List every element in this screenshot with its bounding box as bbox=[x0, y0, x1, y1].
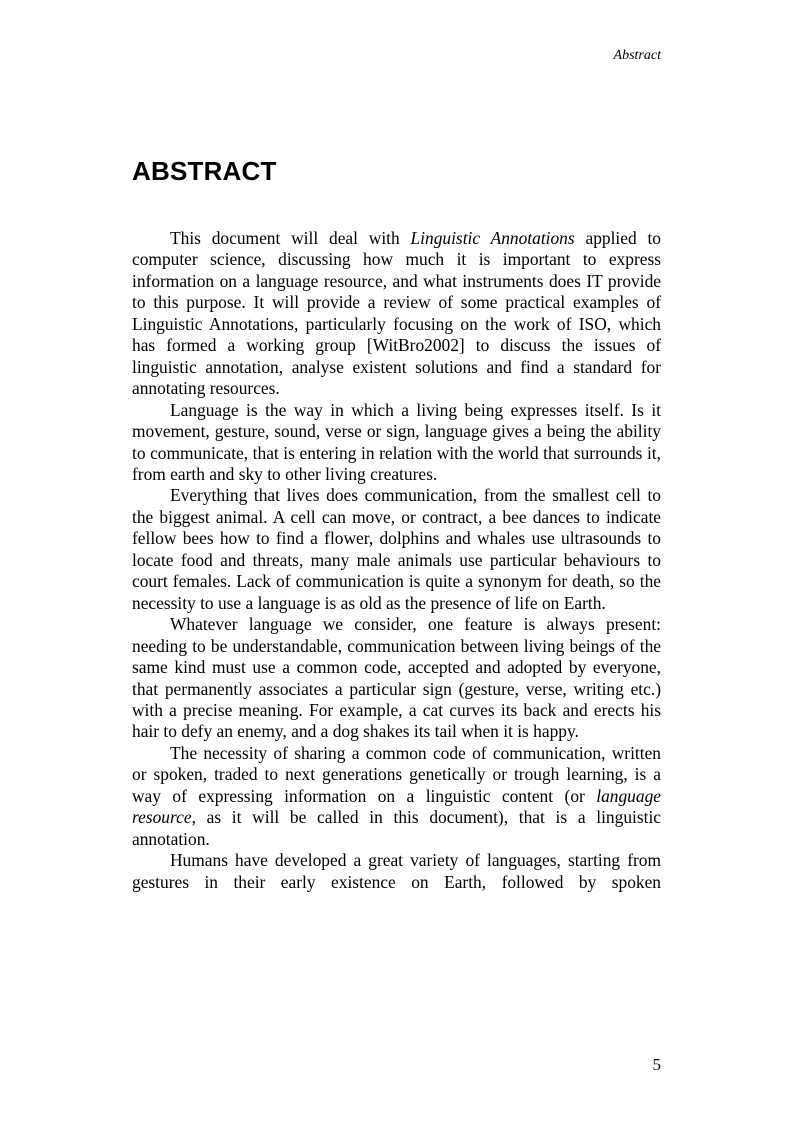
chapter-title: ABSTRACT bbox=[132, 156, 277, 186]
running-header: Abstract bbox=[613, 48, 661, 63]
paragraph-4: Whatever language we consider, one feature is always present: needing to be understandable, communication between living beings of the same kind must use a common code, accepted and adopted by everyone, that permanently associates a particular sign (gesture, verse, writing etc.) with a precise meaning. For example, a cat curves its back and erects his hair to defy an enemy, and a dog shakes its tail when it is happy. bbox=[132, 614, 661, 742]
paragraph-5-text-start: The necessity of sharing a common code of communication, written or spoken, traded to next generations genetically or trough learning, is a way of expressing information on a linguistic content (or bbox=[132, 742, 661, 806]
paragraph-5 bbox=[132, 743, 661, 850]
term-linguistic-annotations: Linguistic Annotations bbox=[410, 228, 575, 248]
paragraph-5-text-end: , as it will be called in this document), that is a linguistic annotation. bbox=[132, 807, 661, 849]
paragraph-1-text-start: This document will deal with bbox=[170, 228, 411, 248]
paragraph-2: Language is the way in which a living being expresses itself. Is it movement, gesture, sound, verse or sign, language gives a being the ability to communicate, that is entering in relation with the world that surrounds it, from earth and sky to other living creatures. bbox=[132, 399, 661, 484]
paragraph-3: Everything that lives does communication, from the smallest cell to the biggest animal. A cell can move, or contract, a bee dances to indicate fellow bees how to find a flower, dolphins and whales use ultrasounds to locate food and threats, many male animals use particular behaviours to court females. Lack of communication is quite a synonym for death, so the necessity to use a language is as old as the presence of life on Earth. bbox=[132, 485, 661, 613]
paragraph-6: Humans have developed a great variety of languages, starting from gestures in their early existence on Earth, followed by spoken bbox=[132, 850, 661, 892]
paragraph-1 bbox=[132, 228, 661, 400]
paragraph-1-text-end: applied to computer science, discussing how much it is important to express information on a language resource, and what instruments does IT provide to this purpose. It will provide a review of some practical examples of Linguistic Annotations, particularly focusing on the work of ISO, which has formed a working group [WitBro2002] to discuss the issues of linguistic annotation, analyse existent solutions and find a standard for annotating resources. bbox=[132, 228, 661, 399]
term-language-resource: language resource bbox=[132, 785, 661, 828]
page-number: 5 bbox=[652, 1055, 661, 1074]
abstract-body bbox=[132, 228, 661, 893]
